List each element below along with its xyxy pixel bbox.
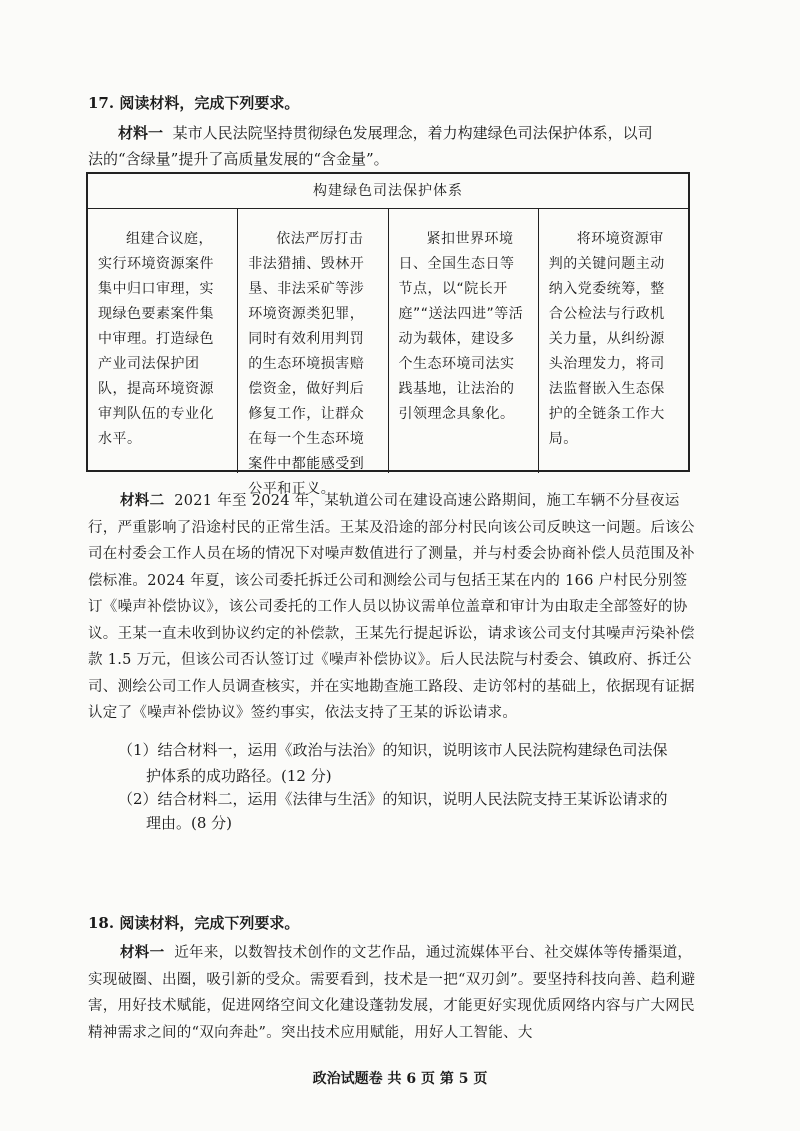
q17-material1-line2: 法的“含绿量”提升了高质量发展的“含金量”。 (88, 150, 389, 168)
green-justice-table (86, 172, 690, 497)
table-cell-2: 依法严厉打击非法猎捕、毁林开垦、非法采矿等涉环境资源类犯罪，同时有效利用判罚的生态环境损害赔偿资金，做好判后修复工作，让群众在每一个生态环境案件中都能感受到公平和正义。 (238, 209, 388, 473)
q17-material2-label: 材料二 (120, 492, 165, 509)
table-header: 构建绿色司法保护体系 (88, 174, 688, 209)
q17-material1-label: 材料一 (118, 124, 164, 142)
q18-title: 18. 阅读材料，完成下列要求。 (88, 914, 300, 932)
table-cell-4: 将环境资源审判的关键问题主动纳入党委统筹，整合公检法与行政机关力量，从纠纷源头治理发力，将司法监督嵌入生态保护的全链条工作大局。 (548, 231, 665, 447)
q17-material1-text-1: 某市人民法院坚持贯彻绿色发展理念，着力构建绿色司法保护体系，以司 (172, 124, 653, 142)
q17-sub1-line2: 护体系的成功路径。(12 分) (146, 767, 332, 785)
q18-material1-text: 近年来，以数智技术创作的文艺作品，通过流媒体平台、社交媒体等传播渠道，实现破圈、出圈，吸引新的受众。需要看到，技术是一把“双刃剑”。要坚持科技向善、趋利避害，用好技术赋能，促进网络空间文化建设蓬勃发展，才能更好实现优质网络内容与广大网民精神需求之间的“双向奔赴”。突出技术应用赋能，用好人工智能、大 (88, 945, 696, 1041)
q17-title: 17. 阅读材料，完成下列要求。 (88, 94, 300, 112)
table-cell-1: 组建合议庭，实行环境资源案件集中归口审理，实现绿色要素案件集中审理。打造绿色产业司法保护团队，提高环境资源审判队伍的专业化水平。 (88, 209, 238, 473)
q17-material1-line1 (118, 122, 653, 143)
q18-material1 (88, 940, 702, 1046)
table-cell-3: 紧扣世界环境日、全国生态日等节点，以“院长开庭”“送法四进”等活动为载体，建设多个生态环境司法实践基地，让法治的引领理念具象化。 (389, 209, 539, 473)
q17-sub2-line1: （2）结合材料二，运用《法律与生活》的知识，说明人民法院支持王某诉讼请求的 (118, 790, 668, 808)
q17-sub2-line2: 理由。(8 分) (146, 814, 233, 832)
q17-material2-text: 2021 年至 2024 年，某轨道公司在建设高速公路期间，施工车辆不分昼夜运行，严重影响了沿途村民的正常生活。王某及沿途的部分村民向该公司反映这一问题。后该公司在村委会工作人员在场的情况下对噪声数值进行了测量，并与村委会协商补偿人员范围及补偿标准。2024 年夏，该公司委托拆迁公司和测绘公司与包括王某在内的 166 户村民分别签订《噪声补偿协议》，该公司委托的工作人员以协议需单位盖章和审计为由取走全部签好的协议。王某一直未收到协议约定的补偿款，王某先行提起诉讼，请求该公司支付其噪声污染补偿款 1.5 万元，但该公司否认签订过《噪声补偿协议》。后人民法院与村委会、镇政府、拆迁公司、测绘公司工作人员调查核实，并在实地勘查施工路段、走访邻村的基础上，依据现有证据认定了《噪声补偿协议》签约事实，依法支持了王某的诉讼请求。 (88, 493, 695, 721)
table-row (88, 209, 688, 497)
q17-material2 (88, 488, 700, 727)
page-footer: 政治试题卷 共 6 页 第 5 页 (312, 1071, 488, 1087)
q18-material1-label: 材料一 (120, 944, 165, 961)
q17-sub1-line1: （1）结合材料一，运用《政治与法治》的知识，说明该市人民法院构建绿色司法保 (118, 741, 668, 759)
